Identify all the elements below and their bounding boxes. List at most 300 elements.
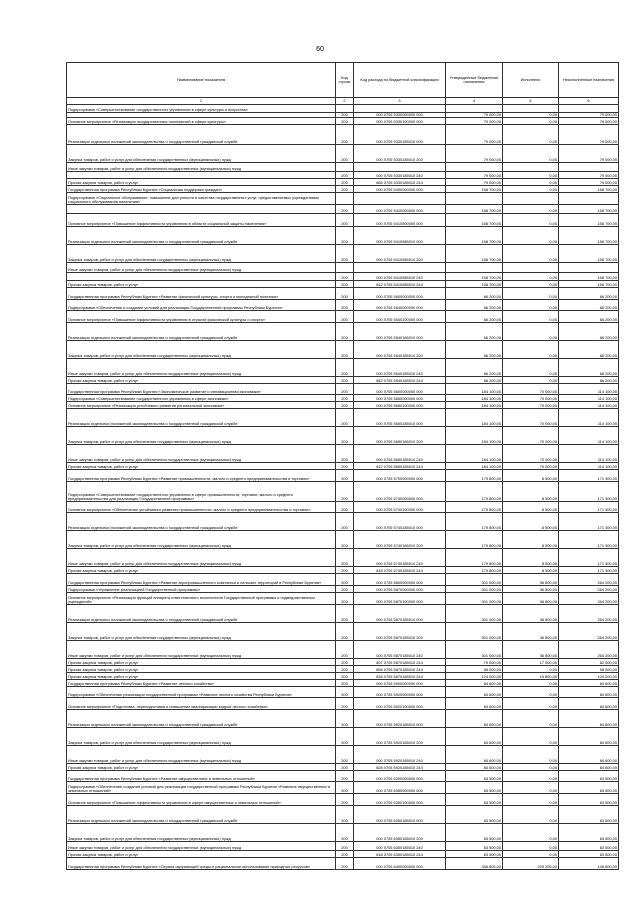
row-line-code-cell: 200	[336, 482, 354, 502]
table-row	[67, 445, 619, 463]
column-number-row	[67, 98, 619, 105]
row-line-code-cell: 200	[336, 384, 354, 395]
row-approved-cell: 179 800,00	[446, 470, 503, 482]
row-unexecuted-cell: 84 600,00	[559, 680, 619, 687]
row-budget-code-cell	[354, 105, 446, 113]
row-approved-cell: 184 100,00	[446, 409, 503, 427]
row-line-code-cell: 200	[336, 764, 354, 771]
table-row	[67, 359, 619, 377]
row-budget-code-cell: 000 0705 5740000000 000	[354, 482, 446, 502]
row-name-cell	[67, 273, 336, 281]
row-approved-cell: 179 800,00	[446, 502, 503, 513]
row-name-cell: Государственная программа Республики Бурятия «Социальная поддержка граждан»	[67, 186, 336, 193]
row-name-cell: Подпрограмма «Совершенствование государственного управления в сфере экономики»	[67, 395, 336, 402]
row-line-code-cell: 200	[336, 359, 354, 377]
row-approved-cell: 158 700,00	[446, 214, 503, 227]
row-executed-cell: 0,00	[503, 782, 559, 794]
row-name-cell: Закупка товаров, работ и услуг для обеспечения государственных (муниципальных) нужд	[67, 623, 336, 641]
table-row	[67, 858, 619, 870]
row-approved-cell: 63 500,00	[446, 851, 503, 858]
row-executed-cell: 0,00	[503, 771, 559, 782]
row-budget-code-cell: 000 0705 6350185010 000	[354, 806, 446, 824]
row-line-code-cell: 200	[336, 402, 354, 409]
row-unexecuted-cell: 63 500,00	[559, 842, 619, 851]
table-row	[67, 300, 619, 311]
row-name-cell: Государственная программа Республики Бурятия «Развитие имущественных и земельных отношений»	[67, 771, 336, 782]
row-executed-cell: 70 000,00	[503, 395, 559, 402]
row-approved-cell: 84 600,00	[446, 764, 503, 771]
row-approved-cell: 158 700,00	[446, 281, 503, 288]
column-number: 5	[503, 98, 559, 105]
row-name-cell: Прочая закупка товаров, работ и услуг	[67, 179, 336, 186]
row-approved-cell: 66 200,00	[446, 377, 503, 384]
row-approved-cell: 79 000,00	[446, 118, 503, 125]
row-executed-cell: 0,00	[503, 311, 559, 323]
table-row	[67, 728, 619, 746]
row-line-code-cell: 200	[336, 806, 354, 824]
row-unexecuted-cell: 114 100,00	[559, 445, 619, 463]
row-executed-cell: 8 500,00	[503, 482, 559, 502]
row-approved-cell	[446, 263, 503, 273]
row-approved-cell: 63 500,00	[446, 824, 503, 842]
row-name-cell: Закупка товаров, работ и услуг для обеспечения государственных (муниципальных) нужд	[67, 341, 336, 359]
row-budget-code-cell: 000 0705 6350100000 000	[354, 794, 446, 806]
row-executed-cell: 0,00	[503, 359, 559, 377]
row-name-cell: Иные закупки товаров, работ и услуг для обеспечения государственных (муниципальных) нужд	[67, 359, 336, 377]
row-line-code-cell: 200	[336, 341, 354, 359]
row-budget-code-cell: 000 0705 5870185010 000	[354, 605, 446, 623]
table-row	[67, 281, 619, 288]
row-line-code-cell: 200	[336, 858, 354, 870]
row-executed-cell	[503, 105, 559, 113]
row-unexecuted-cell: 66 200,00	[559, 359, 619, 377]
row-unexecuted-cell: 171 300,00	[559, 502, 619, 513]
table-row	[67, 463, 619, 470]
row-executed-cell: 0,00	[503, 245, 559, 263]
row-executed-cell: 36 800,00	[503, 586, 559, 593]
row-unexecuted-cell: 114 100,00	[559, 409, 619, 427]
row-unexecuted-cell	[559, 193, 619, 205]
table-row	[67, 698, 619, 710]
row-line-code-cell: 200	[336, 502, 354, 513]
row-name-cell: Иные закупки товаров, работ и услуг для обеспечения государственных (муниципальных) нужд	[67, 445, 336, 463]
table-row	[67, 118, 619, 125]
column-number: 2	[336, 98, 354, 105]
row-name-cell: Государственная программа Республики Бурятия «Развитие промышленности, малого и среднего предпринимательства и торговли»	[67, 470, 336, 482]
table-row	[67, 666, 619, 673]
row-unexecuted-cell: 171 300,00	[559, 549, 619, 567]
row-budget-code-cell: 000 0705 5740100000 000	[354, 502, 446, 513]
row-line-code-cell: 200	[336, 463, 354, 470]
row-budget-code-cell: 000 0705 5650000000 000	[354, 395, 446, 402]
row-budget-code-cell	[354, 263, 446, 273]
row-unexecuted-cell: 66 200,00	[559, 341, 619, 359]
row-approved-cell: 184 100,00	[446, 395, 503, 402]
row-executed-cell: 17 000,00	[503, 659, 559, 666]
table-row	[67, 273, 619, 281]
row-name-cell: Государственная программа Республики Бурятия «Экономическое развитие и инновационная экономика»	[67, 384, 336, 395]
row-executed-cell: 36 800,00	[503, 641, 559, 659]
row-line-code-cell	[336, 105, 354, 113]
row-unexecuted-cell: 158 700,00	[559, 281, 619, 288]
row-unexecuted-cell: 114 100,00	[559, 384, 619, 395]
row-line-code-cell: 200	[336, 842, 354, 851]
row-budget-code-cell: 000 0705 5900000000 000	[354, 680, 446, 687]
row-unexecuted-cell: 66 200,00	[559, 300, 619, 311]
row-executed-cell: 0,00	[503, 377, 559, 384]
table-row	[67, 172, 619, 179]
row-executed-cell	[503, 163, 559, 172]
column-number: 1	[67, 98, 336, 105]
row-approved-cell: 84 600,00	[446, 680, 503, 687]
row-name-cell: Реализация отдельных положений законодательства о государственной гражданской службе	[67, 227, 336, 245]
row-executed-cell: 70 000,00	[503, 409, 559, 427]
row-approved-cell: 158 700,00	[446, 227, 503, 245]
row-unexecuted-cell: 63 500,00	[559, 806, 619, 824]
row-budget-code-cell	[354, 163, 446, 172]
row-approved-cell: 184 100,00	[446, 384, 503, 395]
row-unexecuted-cell: 84 600,00	[559, 728, 619, 746]
row-unexecuted-cell: 158 700,00	[559, 227, 619, 245]
row-budget-code-cell: 000 0705 5540185010 200	[354, 341, 446, 359]
table-row	[67, 341, 619, 359]
row-unexecuted-cell	[559, 263, 619, 273]
row-executed-cell: 36 800,00	[503, 593, 559, 605]
row-unexecuted-cell: 84 600,00	[559, 687, 619, 698]
row-budget-code-cell: 000 0705 5540185010 240	[354, 359, 446, 377]
row-line-code-cell: 200	[336, 659, 354, 666]
table-row	[67, 105, 619, 113]
row-approved-cell: 124 000,00	[446, 673, 503, 680]
row-line-code-cell: 200	[336, 214, 354, 227]
row-unexecuted-cell: 66 200,00	[559, 311, 619, 323]
row-line-code-cell: 200	[336, 179, 354, 186]
row-approved-cell: 301 000,00	[446, 623, 503, 641]
row-approved-cell: 66 200,00	[446, 359, 503, 377]
row-unexecuted-cell: 114 100,00	[559, 395, 619, 402]
row-line-code-cell: 200	[336, 605, 354, 623]
row-name-cell: Государственная программа Республики Бурятия «Развитие лесного хозяйства»	[67, 680, 336, 687]
row-name-cell: Прочая закупка товаров, работ и услуг	[67, 659, 336, 666]
table-row	[67, 186, 619, 193]
row-name-cell: Государственная программа Республики Бурятия «Охрана окружающей среды и рациональное использование природных ресурсов»	[67, 858, 336, 870]
row-line-code-cell: 200	[336, 673, 354, 680]
row-unexecuted-cell: 171 300,00	[559, 567, 619, 574]
row-budget-code-cell: 000 0705 6350000000 000	[354, 782, 446, 794]
row-approved-cell: 301 000,00	[446, 574, 503, 586]
row-name-cell: Иные закупки товаров, работ и услуг для обеспечения государственных (муниципальных) нужд	[67, 263, 336, 273]
row-unexecuted-cell: 98 000,00	[559, 666, 619, 673]
row-budget-code-cell: 000 0705 5400000000 000	[354, 186, 446, 193]
row-line-code-cell: 200	[336, 574, 354, 586]
row-budget-code-cell: 842 0705 5540185010 244	[354, 377, 446, 384]
row-unexecuted-cell: 84 600,00	[559, 698, 619, 710]
row-line-code-cell: 200	[336, 427, 354, 445]
table-row	[67, 764, 619, 771]
row-name-cell: Подпрограмма «Управление реализацией Государственной программы»	[67, 586, 336, 593]
row-line-code-cell: 200	[336, 113, 354, 118]
table-row	[67, 427, 619, 445]
row-approved-cell: 66 200,00	[446, 288, 503, 300]
row-approved-cell: 63 500,00	[446, 794, 503, 806]
row-executed-cell: 0,00	[503, 323, 559, 341]
row-unexecuted-cell: 264 200,00	[559, 623, 619, 641]
table-row	[67, 771, 619, 782]
table-row	[67, 710, 619, 728]
row-name-cell: Иные закупки товаров, работ и услуг для обеспечения государственных (муниципальных) нужд	[67, 549, 336, 567]
table-row	[67, 659, 619, 666]
row-executed-cell: 0,00	[503, 824, 559, 842]
row-approved-cell: 158 700,00	[446, 186, 503, 193]
table-row	[67, 593, 619, 605]
table-row	[67, 245, 619, 263]
row-name-cell	[67, 172, 336, 179]
row-name-cell: Государственная программа Республики Бурятия «Развитие физической культуры, спорта и молодежной политики»	[67, 288, 336, 300]
table-row	[67, 311, 619, 323]
row-line-code-cell: 200	[336, 680, 354, 687]
row-unexecuted-cell: 264 200,00	[559, 605, 619, 623]
row-line-code-cell: 200	[336, 687, 354, 698]
row-approved-cell: 184 100,00	[446, 445, 503, 463]
row-executed-cell: 8 500,00	[503, 513, 559, 531]
table-row	[67, 605, 619, 623]
row-executed-cell: 70 000,00	[503, 445, 559, 463]
row-unexecuted-cell: 63 500,00	[559, 851, 619, 858]
table-row	[67, 205, 619, 214]
row-approved-cell: 79 000,00	[446, 125, 503, 145]
row-executed-cell: 0,00	[503, 186, 559, 193]
row-approved-cell: 63 500,00	[446, 806, 503, 824]
row-approved-cell: 179 800,00	[446, 567, 503, 574]
row-executed-cell: 0,00	[503, 118, 559, 125]
row-budget-code-cell: 000 0705 5700000000 000	[354, 470, 446, 482]
row-approved-cell: 84 600,00	[446, 698, 503, 710]
row-unexecuted-cell: 79 000,00	[559, 118, 619, 125]
row-unexecuted-cell: 79 000,00	[559, 145, 619, 163]
header-code-budget: Код расхода по бюджетной классификации	[354, 63, 446, 98]
row-executed-cell: 0,00	[503, 341, 559, 359]
row-executed-cell: 0,00	[503, 842, 559, 851]
column-number: 6	[559, 98, 619, 105]
row-name-cell: Реализация отдельных положений законодательства о государственной гражданской службе	[67, 125, 336, 145]
row-budget-code-cell: 000 0705 5920185010 200	[354, 728, 446, 746]
row-budget-code-cell: 000 0705 5650185010 000	[354, 409, 446, 427]
row-name-cell: Иные закупки товаров, работ и услуг для обеспечения государственных (муниципальных) нужд	[67, 842, 336, 851]
row-name-cell: Прочая закупка товаров, работ и услуг	[67, 666, 336, 673]
row-name-cell: Прочая закупка товаров, работ и услуг	[67, 567, 336, 574]
row-approved-cell: 179 800,00	[446, 549, 503, 567]
row-line-code-cell: 200	[336, 273, 354, 281]
row-executed-cell	[503, 193, 559, 205]
column-number: 4	[446, 98, 503, 105]
row-name-cell: Прочая закупка товаров, работ и услуг	[67, 281, 336, 288]
table-row	[67, 531, 619, 549]
row-budget-code-cell: 834 0705 5870185010 244	[354, 673, 446, 680]
row-line-code-cell	[336, 263, 354, 273]
row-budget-code-cell: 000 0705 5740185010 200	[354, 531, 446, 549]
header-code-line: Код строки	[336, 63, 354, 98]
row-unexecuted-cell: 158 700,00	[559, 186, 619, 193]
row-name-cell: Государственная программа Республики Бурятия «Развитие агропромышленного комплекса и сельских территорий в Республике Бурятия»	[67, 574, 336, 586]
row-unexecuted-cell: 104 200,00	[559, 673, 619, 680]
row-executed-cell: 0,00	[503, 125, 559, 145]
row-executed-cell: 8 500,00	[503, 470, 559, 482]
row-name-cell: Закупка товаров, работ и услуг для обеспечения государственных (муниципальных) нужд	[67, 427, 336, 445]
row-unexecuted-cell: 79 000,00	[559, 179, 619, 186]
row-budget-code-cell: 856 0705 5870185010 244	[354, 666, 446, 673]
table-row	[67, 384, 619, 395]
row-approved-cell: 79 000,00	[446, 113, 503, 118]
row-unexecuted-cell: 264 200,00	[559, 574, 619, 586]
row-budget-code-cell: 812 0705 5650185010 244	[354, 463, 446, 470]
row-budget-code-cell: 000 0705 5600000000 000	[354, 384, 446, 395]
table-row	[67, 824, 619, 842]
row-line-code-cell: 200	[336, 172, 354, 179]
row-line-code-cell: 200	[336, 395, 354, 402]
row-approved-cell: 158 700,00	[446, 245, 503, 263]
row-approved-cell: 66 200,00	[446, 311, 503, 323]
row-approved-cell: 179 800,00	[446, 482, 503, 502]
row-budget-code-cell: 000 0705 5870000000 000	[354, 586, 446, 593]
row-line-code-cell: 200	[336, 567, 354, 574]
row-budget-code-cell: 000 0705 5870100000 000	[354, 593, 446, 605]
row-approved-cell: 66 200,00	[446, 323, 503, 341]
row-unexecuted-cell: 114 100,00	[559, 463, 619, 470]
row-line-code-cell: 200	[336, 470, 354, 482]
row-line-code-cell: 200	[336, 186, 354, 193]
row-name-cell: Иные закупки товаров, работ и услуг для обеспечения государственных (муниципальных) нужд	[67, 163, 336, 172]
row-approved-cell: 301 000,00	[446, 593, 503, 605]
row-line-code-cell: 200	[336, 409, 354, 427]
row-executed-cell: 0,00	[503, 806, 559, 824]
row-approved-cell: 84 600,00	[446, 746, 503, 764]
table-row	[67, 806, 619, 824]
row-line-code-cell: 200	[336, 824, 354, 842]
row-approved-cell: 79 000,00	[446, 172, 503, 179]
row-line-code-cell: 200	[336, 445, 354, 463]
table-row	[67, 145, 619, 163]
row-unexecuted-cell: 171 300,00	[559, 482, 619, 502]
row-line-code-cell: 200	[336, 746, 354, 764]
row-name-cell: Прочая закупка товаров, работ и услуг	[67, 377, 336, 384]
table-row	[67, 746, 619, 764]
row-name-cell: Основное мероприятие «Реализация функций аппарата ответственного исполнителя Государственной программы и подведомственных учреждений»	[67, 593, 336, 605]
row-unexecuted-cell: 114 100,00	[559, 427, 619, 445]
row-budget-code-cell: 000 0705 5920100000 000	[354, 698, 446, 710]
row-budget-code-cell: 000 0705 5410000000 000	[354, 205, 446, 214]
table-row	[67, 502, 619, 513]
table-row	[67, 263, 619, 273]
row-executed-cell: 0,00	[503, 666, 559, 673]
row-line-code-cell	[336, 193, 354, 205]
row-unexecuted-cell: 84 600,00	[559, 764, 619, 771]
row-unexecuted-cell: 264 200,00	[559, 641, 619, 659]
row-name-cell: Основное мероприятие «Реализация государственных полномочий в сфере культуры»	[67, 118, 336, 125]
row-executed-cell: 0,00	[503, 227, 559, 245]
row-approved-cell	[446, 105, 503, 113]
row-approved-cell: 346 805,00	[446, 858, 503, 870]
row-name-cell: Прочая закупка товаров, работ и услуг	[67, 463, 336, 470]
table-row	[67, 125, 619, 145]
row-executed-cell	[503, 263, 559, 273]
row-executed-cell: 0,00	[503, 300, 559, 311]
table-row	[67, 409, 619, 427]
table-row	[67, 513, 619, 531]
row-budget-code-cell	[354, 193, 446, 205]
row-line-code-cell: 200	[336, 531, 354, 549]
row-unexecuted-cell: 171 300,00	[559, 531, 619, 549]
row-unexecuted-cell: 114 100,00	[559, 402, 619, 409]
row-unexecuted-cell: 63 500,00	[559, 771, 619, 782]
table-row	[67, 842, 619, 851]
row-budget-code-cell: 000 0705 6350185010 200	[354, 824, 446, 842]
row-executed-cell: 0,00	[503, 145, 559, 163]
row-budget-code-cell: 000 0705 5330000000 000	[354, 113, 446, 118]
row-budget-code-cell: 000 0705 5410585010 200	[354, 245, 446, 263]
row-name-cell: Основное мероприятие «Обеспечение устойчивого развития промышленности, малого и среднего предпринимательства и торговли»	[67, 502, 336, 513]
row-executed-cell: 0,00	[503, 214, 559, 227]
row-approved-cell: 98 000,00	[446, 666, 503, 673]
row-name-cell: Закупка товаров, работ и услуг для обеспечения государственных (муниципальных) нужд	[67, 728, 336, 746]
row-approved-cell	[446, 163, 503, 172]
row-approved-cell: 79 000,00	[446, 179, 503, 186]
table-row	[67, 323, 619, 341]
row-unexecuted-cell: 79 000,00	[559, 113, 619, 118]
row-approved-cell: 184 100,00	[446, 427, 503, 445]
row-line-code-cell: 200	[336, 771, 354, 782]
row-approved-cell	[446, 193, 503, 205]
row-budget-code-cell: 818 0705 6350185010 244	[354, 851, 446, 858]
row-name-cell: Подпрограмма «Социальное обслуживание, повышение доступности и качества государственных услуг, предоставляемых учреждениями социального обслуживания населения»	[67, 193, 336, 205]
table-row	[67, 470, 619, 482]
row-executed-cell: 0,00	[503, 851, 559, 858]
row-budget-code-cell: 000 0705 5540100000 000	[354, 311, 446, 323]
row-budget-code-cell: 000 0705 5650185010 240	[354, 445, 446, 463]
row-budget-code-cell: 000 0705 5600000000 000	[354, 288, 446, 300]
row-line-code-cell: 200	[336, 513, 354, 531]
table-row	[67, 402, 619, 409]
row-executed-cell: 0,00	[503, 288, 559, 300]
row-executed-cell: 70 000,00	[503, 463, 559, 470]
row-name-cell: Реализация отдельных положений законодательства о государственной гражданской службе	[67, 409, 336, 427]
row-line-code-cell: 200	[336, 281, 354, 288]
row-line-code-cell: 200	[336, 311, 354, 323]
row-unexecuted-cell: 264 200,00	[559, 593, 619, 605]
row-name-cell: Подпрограмма «Обеспечение реализации государственной программы «Развитие лесного хозяйства Республики Бурятия»	[67, 687, 336, 698]
budget-execution-table	[66, 62, 619, 870]
row-name-cell: Реализация отдельных положений законодательства о государственной гражданской службе	[67, 806, 336, 824]
row-budget-code-cell: 000 0705 5920185010 000	[354, 710, 446, 728]
row-unexecuted-cell: 79 000,00	[559, 125, 619, 145]
row-executed-cell: 0,00	[503, 710, 559, 728]
row-line-code-cell: 200	[336, 245, 354, 263]
row-budget-code-cell: 000 0705 5650185010 200	[354, 427, 446, 445]
row-executed-cell: 36 800,00	[503, 605, 559, 623]
table-row	[67, 227, 619, 245]
row-budget-code-cell: 000 0705 5410500000 000	[354, 214, 446, 227]
row-line-code-cell: 200	[336, 227, 354, 245]
row-budget-code-cell: 000 0705 6300000000 000	[354, 771, 446, 782]
row-unexecuted-cell: 66 200,00	[559, 323, 619, 341]
row-unexecuted-cell: 79 000,00	[559, 172, 619, 179]
row-line-code-cell: 200	[336, 323, 354, 341]
table-row	[67, 163, 619, 172]
row-executed-cell: 8 500,00	[503, 567, 559, 574]
row-line-code-cell: 200	[336, 851, 354, 858]
table-row	[67, 641, 619, 659]
row-approved-cell: 301 000,00	[446, 641, 503, 659]
row-budget-code-cell: 000 0705 5540185010 000	[354, 323, 446, 341]
